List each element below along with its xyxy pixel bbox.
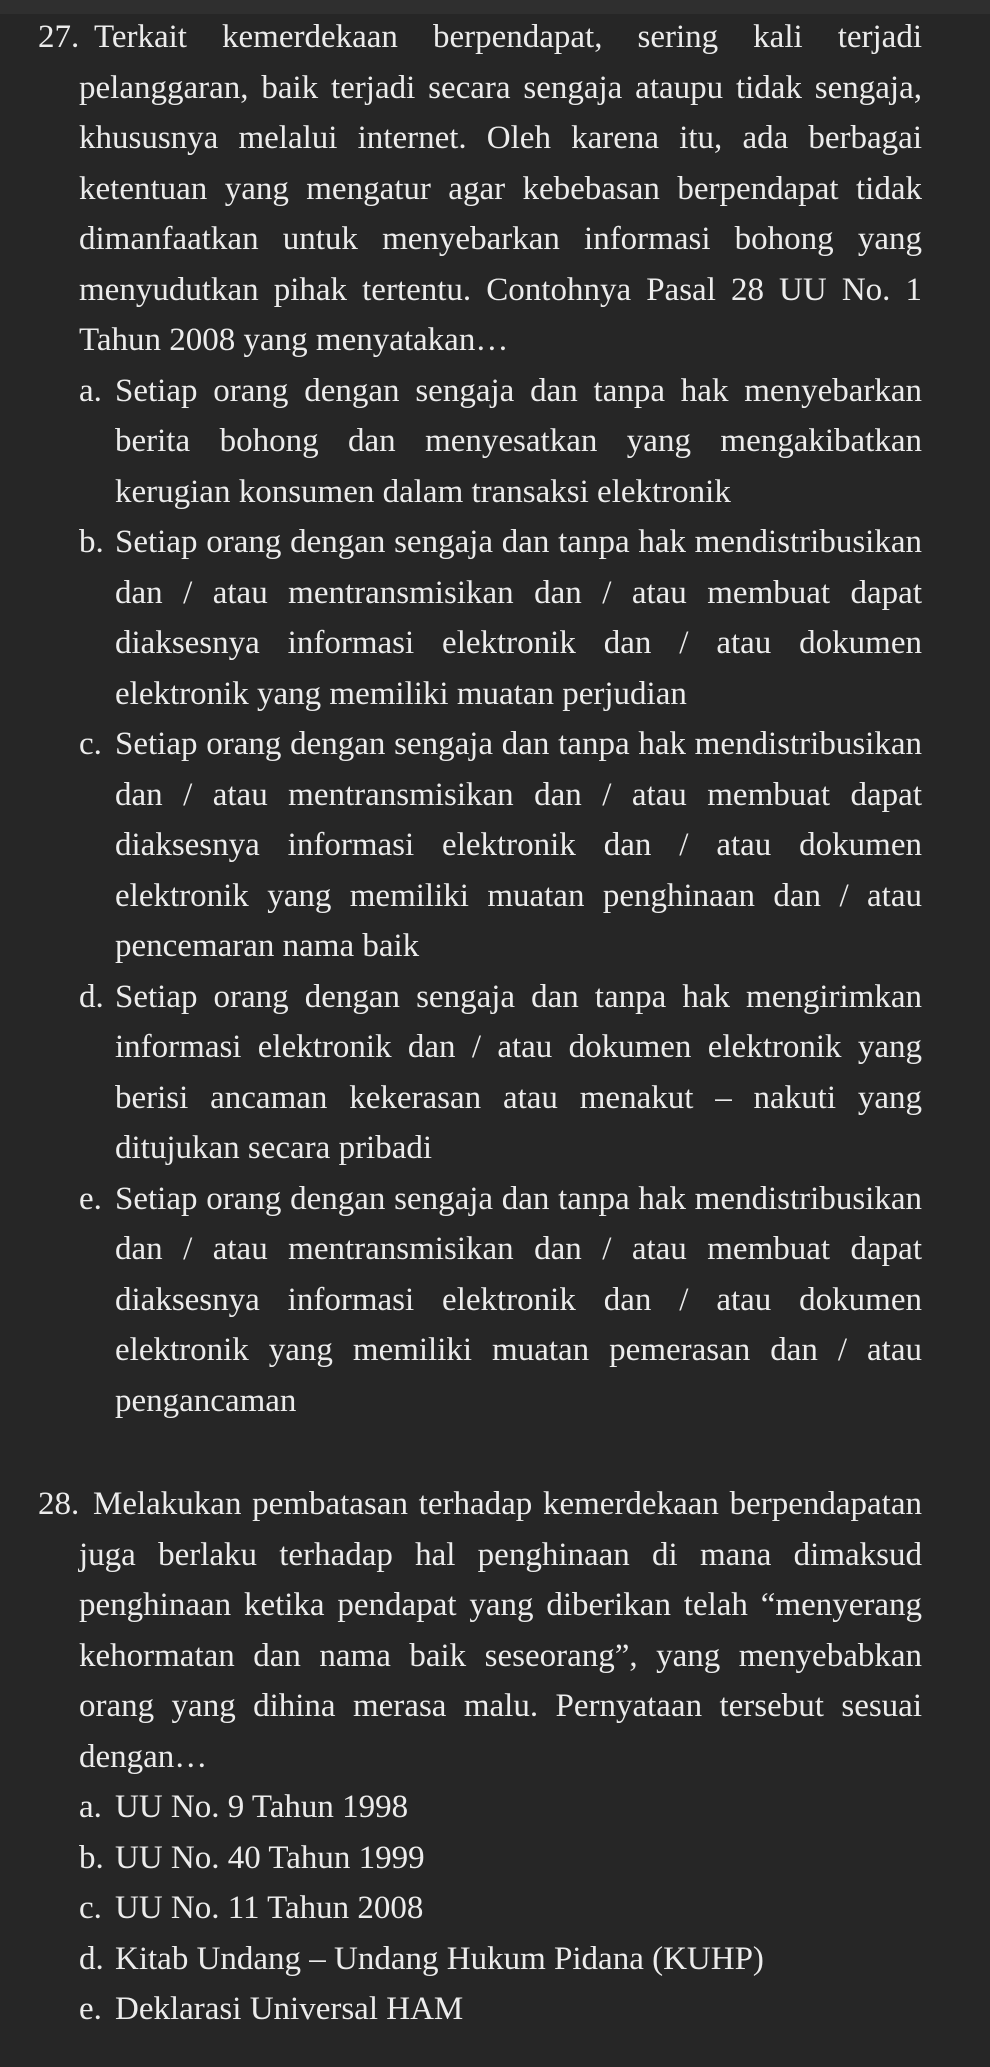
question-27 <box>0 12 990 1426</box>
option-text: Setiap orang dengan sengaja dan tanpa hak mendistribusikan dan / atau mentransmisikan dan / atau membuat dapat diaksesnya informasi elektronik dan / atau dokumen elektronik yang memiliki muatan penghinaan dan / atau pencemaran nama baik <box>115 726 922 964</box>
answer-options <box>0 1782 990 2035</box>
option-c[interactable] <box>79 1883 922 1934</box>
option-text: UU No. 9 Tahun 1998 <box>115 1789 409 1825</box>
option-text: Kitab Undang – Undang Hukum Pidana (KUHP) <box>115 1940 764 1977</box>
option-text: UU No. 11 Tahun 2008 <box>115 1890 424 1926</box>
answer-options <box>0 366 990 1427</box>
option-letter: c. <box>79 1890 102 1926</box>
option-d[interactable] <box>79 1934 922 1985</box>
option-a[interactable] <box>79 1782 922 1833</box>
option-e[interactable] <box>79 1984 922 2035</box>
question-text: Melakukan pembatasan terhadap kemerdekaan berpendapatan juga berlaku terhadap hal penghinaan di mana dimaksud penghinaan ketika pendapat yang diberikan telah “menyerang kehormatan dan nama baik seseorang”, yang menyebabkan orang yang dihina merasa malu. Pernyataan tersebut sesuai dengan… <box>79 1486 922 1775</box>
option-text: UU No. 40 Tahun 1999 <box>115 1839 425 1876</box>
question-number: 28. <box>38 1486 80 1522</box>
question-text: Terkait kemerdekaan berpendapat, sering kali terjadi pelanggaran, baik terjadi secara sengaja ataupu tidak sengaja, khususnya melalui internet. Oleh karena itu, ada berbagai ketentuan yang mengatur agar kebebasan berpendapat tidak dimanfaatkan untuk menyebarkan informasi bohong yang menyudutkan pihak tertentu. Contohnya Pasal 28 UU No. 1 Tahun 2008 yang menyatakan… <box>79 19 922 358</box>
question-spacer <box>0 1426 990 1479</box>
option-d[interactable] <box>79 972 922 1174</box>
option-a[interactable] <box>79 366 922 518</box>
option-letter: d. <box>79 1940 104 1977</box>
option-letter: e. <box>79 1991 102 2027</box>
option-text: Deklarasi Universal HAM <box>115 1991 464 2027</box>
question-number: 27. <box>38 19 80 55</box>
option-text: Setiap orang dengan sengaja dan tanpa hak mengirimkan informasi elektronik dan / atau dokumen elektronik yang berisi ancaman kekerasan atau menakut – nakuti yang ditujukan secara pribadi <box>115 978 922 1166</box>
option-e[interactable] <box>79 1174 922 1427</box>
option-b[interactable] <box>79 1833 922 1884</box>
option-c[interactable] <box>79 719 922 972</box>
option-b[interactable] <box>79 517 922 719</box>
option-letter: b. <box>79 1839 104 1876</box>
option-letter: c. <box>79 726 102 762</box>
option-letter: b. <box>79 524 104 560</box>
option-letter: a. <box>79 372 102 409</box>
option-text: Setiap orang dengan sengaja dan tanpa hak mendistribusikan dan / atau mentransmisikan dan / atau membuat dapat diaksesnya informasi elektronik dan / atau dokumen elektronik yang memiliki muatan pemerasan dan / atau pengancaman <box>115 1180 922 1419</box>
option-text: Setiap orang dengan sengaja dan tanpa hak menyebarkan berita bohong dan menyesatkan yang mengakibatkan kerugian konsumen dalam transaksi elektronik <box>115 372 922 510</box>
option-letter: a. <box>79 1789 102 1825</box>
option-text: Setiap orang dengan sengaja dan tanpa hak mendistribusikan dan / atau mentransmisikan dan / atau membuat dapat diaksesnya informasi elektronik dan / atau dokumen elektronik yang memiliki muatan perjudian <box>115 524 922 712</box>
option-letter: d. <box>79 978 104 1015</box>
document-body <box>0 12 990 2035</box>
question-28 <box>0 1479 990 2035</box>
option-letter: e. <box>79 1180 102 1217</box>
